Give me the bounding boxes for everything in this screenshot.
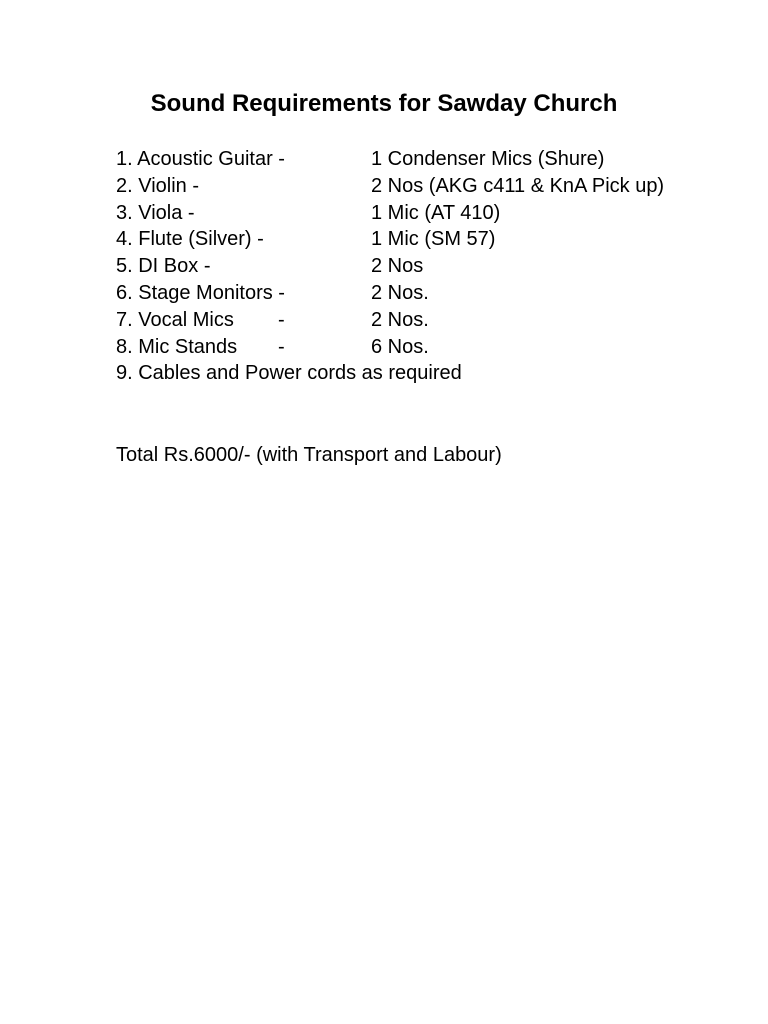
item-quantity: 1 Condenser Mics (Shure) — [371, 148, 605, 170]
item-name: 4. Flute (Silver) - — [116, 228, 264, 251]
item-name: 1. Acoustic Guitar - — [116, 148, 285, 170]
item-name: 5. DI Box - — [116, 255, 211, 278]
list-item — [116, 334, 716, 361]
list-item — [116, 253, 716, 280]
item-quantity: 2 Nos — [371, 255, 424, 278]
item-name: 2. Violin - — [116, 174, 200, 197]
item-quantity: 2 Nos (AKG c411 & KnA Pick up) — [371, 174, 665, 197]
list-item — [116, 173, 716, 200]
list-item — [116, 146, 716, 173]
list-item — [116, 360, 716, 387]
item-quantity: 1 Mic (SM 57) — [371, 228, 496, 251]
list-item — [116, 280, 716, 307]
item-name: 6. Stage Monitors - — [116, 281, 285, 304]
item-dash: - — [278, 335, 285, 358]
item-quantity: 1 Mic (AT 410) — [371, 201, 501, 224]
item-dash: - — [278, 308, 285, 331]
requirements-list — [116, 146, 716, 387]
item-name: 7. Vocal Mics — [116, 308, 234, 331]
item-name: 8. Mic Stands — [116, 335, 238, 358]
item-quantity: 6 Nos. — [371, 335, 429, 358]
item-quantity: 2 Nos. — [371, 308, 429, 331]
item-quantity: 2 Nos. — [371, 281, 429, 304]
list-item — [116, 200, 716, 227]
document-title: Sound Requirements for Sawday Church — [150, 90, 618, 117]
list-item — [116, 307, 716, 334]
item-name: 9. Cables and Power cords as required — [116, 362, 462, 385]
total-line: Total Rs.6000/- (with Transport and Labour) — [116, 444, 502, 466]
item-name: 3. Viola - — [116, 201, 195, 224]
list-item — [116, 226, 716, 253]
